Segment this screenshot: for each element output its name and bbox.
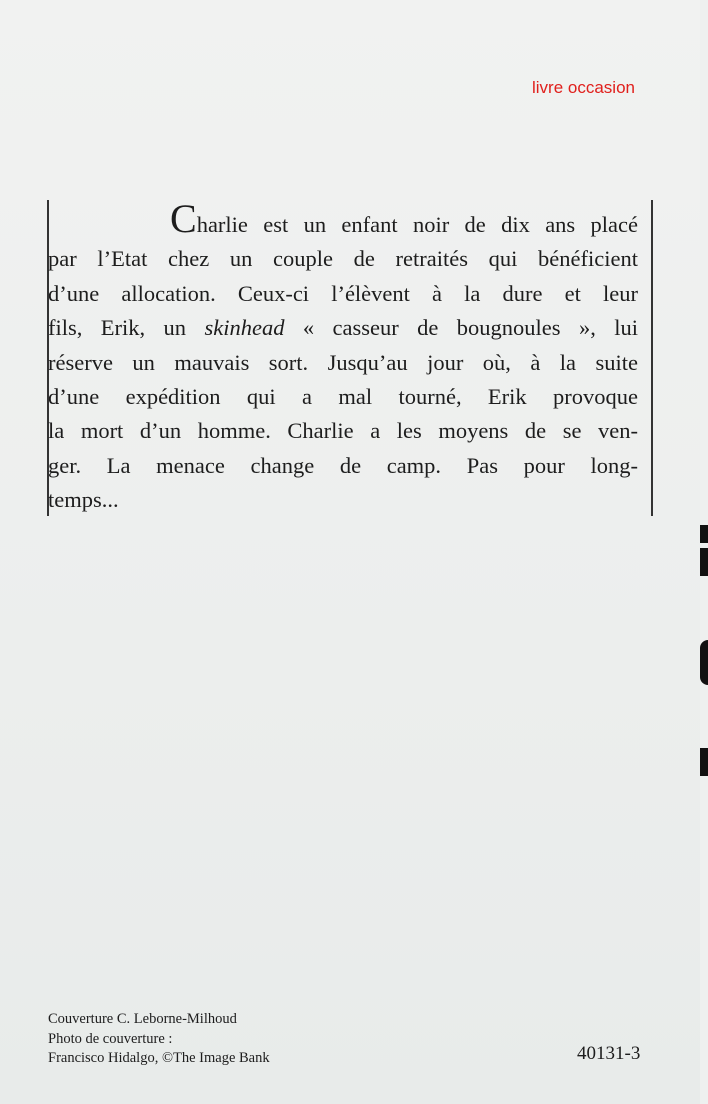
- spine-edge-mark: [700, 548, 708, 576]
- credit-line: Francisco Hidalgo, ©The Image Bank: [48, 1050, 270, 1066]
- catalog-code: 40131-3: [577, 1043, 641, 1064]
- blurb-text: harlie est un enfant noir de dix ans placé: [196, 212, 638, 237]
- blurb-line: ger. La menace change de camp. Pas pour long-: [48, 452, 638, 478]
- spine-edge-mark: [700, 748, 708, 776]
- spine-edge-mark: [700, 640, 708, 685]
- blurb-line: par l’Etat chez un couple de retraités qui bénéficient: [48, 246, 638, 272]
- credit-line: Couverture C. Leborne-Milhoud: [48, 1011, 237, 1027]
- blurb: [48, 196, 638, 518]
- right-rule: [651, 200, 653, 516]
- blurb-line: d’une expédition qui a mal tourné, Erik provoque: [48, 384, 638, 410]
- blurb-text: fils, Erik, un: [48, 315, 205, 341]
- cover-credits: [48, 1010, 270, 1069]
- drop-cap: C: [170, 196, 197, 241]
- spine-edge-mark: [700, 525, 708, 543]
- blurb-line: [48, 196, 638, 242]
- blurb-italic: skinhead: [204, 315, 285, 341]
- blurb-line: temps...: [48, 487, 119, 513]
- blurb-line: [48, 311, 638, 345]
- credit-line: Photo de couverture :: [48, 1030, 173, 1047]
- blurb-line: d’une allocation. Ceux-ci l’élèvent à la dure et leur: [48, 280, 638, 306]
- blurb-line: réserve un mauvais sort. Jusqu’au jour où, à la suite: [48, 349, 638, 375]
- blurb-line: la mort d’un homme. Charlie a les moyens de se ven-: [48, 418, 638, 444]
- blurb-text: « casseur de bougnoules », lui: [284, 315, 638, 341]
- used-book-stamp: livre occasion: [532, 78, 635, 97]
